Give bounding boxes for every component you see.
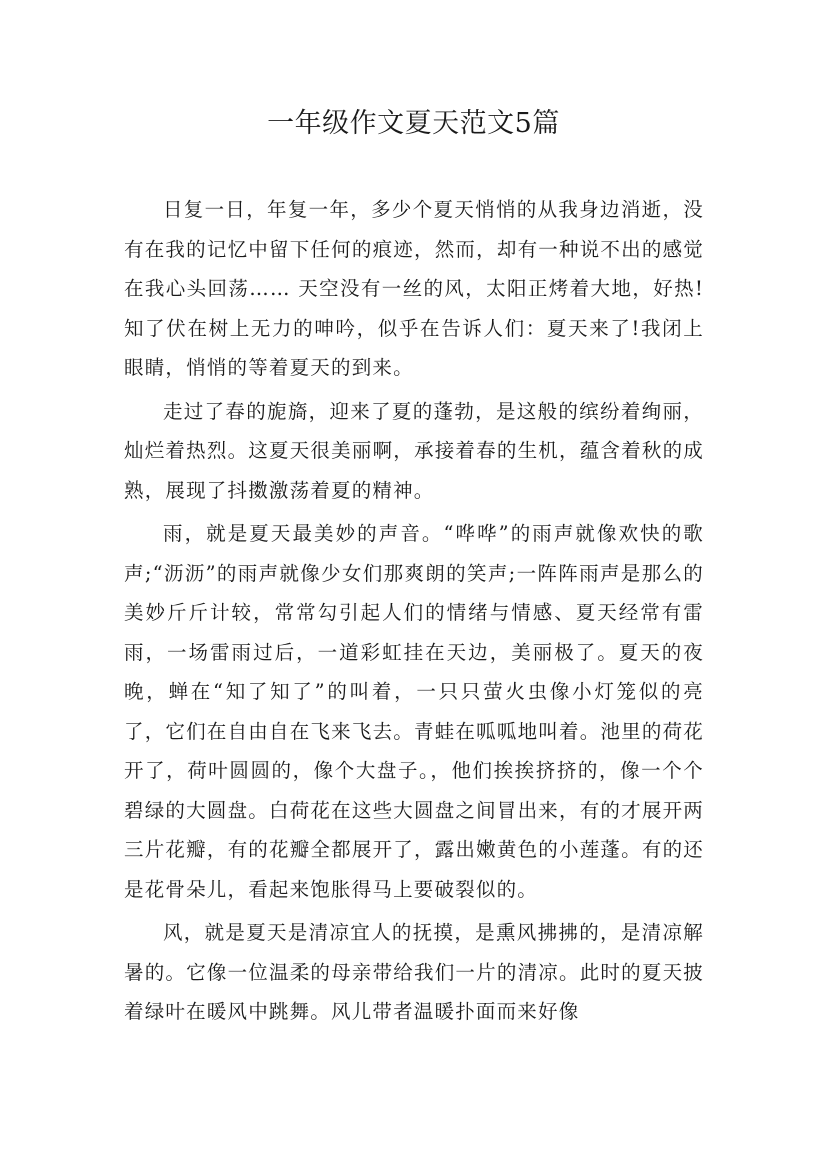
paragraph: 雨，就是夏天最美妙的声音。“哗哗”的雨声就像欢快的歌声;“沥沥”的雨声就像少女们那爽朗的笑声;一阵阵雨声是那么的美妙斤斤计较，常常勾引起人们的情绪与情感、夏天经常有雷雨，一场雷雨过后，一道彩虹挂在天边，美丽极了。夏天的夜晚，蝉在“知了知了”的叫着，一只只萤火虫像小灯笼似的亮了，它们在自由自在飞来飞去。青蛙在呱呱地叫着。池里的荷花开了，荷叶圆圆的，像个大盘子。，他们挨挨挤挤的，像一个个碧绿的大圆盘。白荷花在这些大圆盘之间冒出来，有的才展开两三片花瓣，有的花瓣全都展开了，露出嫩黄色的小莲蓬。有的还是花骨朵儿，看起来饱胀得马上要破裂似的。 [124,522,704,901]
paragraph: 走过了春的旎旖，迎来了夏的蓬勃，是这般的缤纷着绚丽，灿烂着热烈。这夏天很美丽啊，承接着春的生机，蕴含着秋的成熟，展现了抖擞激荡着夏的精神。 [124,399,704,502]
document-body [124,190,704,1036]
paragraph: 日复一日，年复一年，多少个夏天悄悄的从我身边消逝，没有在我的记忆中留下任何的痕迹，然而，却有一种说不出的感觉在我心头回荡…… 天空没有一丝的风，太阳正烤着大地，好热!知了伏在树上无力的呻吟，似乎在告诉人们：夏天来了!我闭上眼睛，悄悄的等着夏天的到来。 [124,198,704,379]
paragraph: 风，就是夏天是清凉宜人的抚摸，是熏风拂拂的，是清凉解暑的。它像一位温柔的母亲带给我们一片的清凉。此时的夏天披着绿叶在暖风中跳舞。风儿带者温暖扑面而来好像 [124,921,704,1023]
document-title: 一年级作文夏天范文5篇 [267,108,560,139]
